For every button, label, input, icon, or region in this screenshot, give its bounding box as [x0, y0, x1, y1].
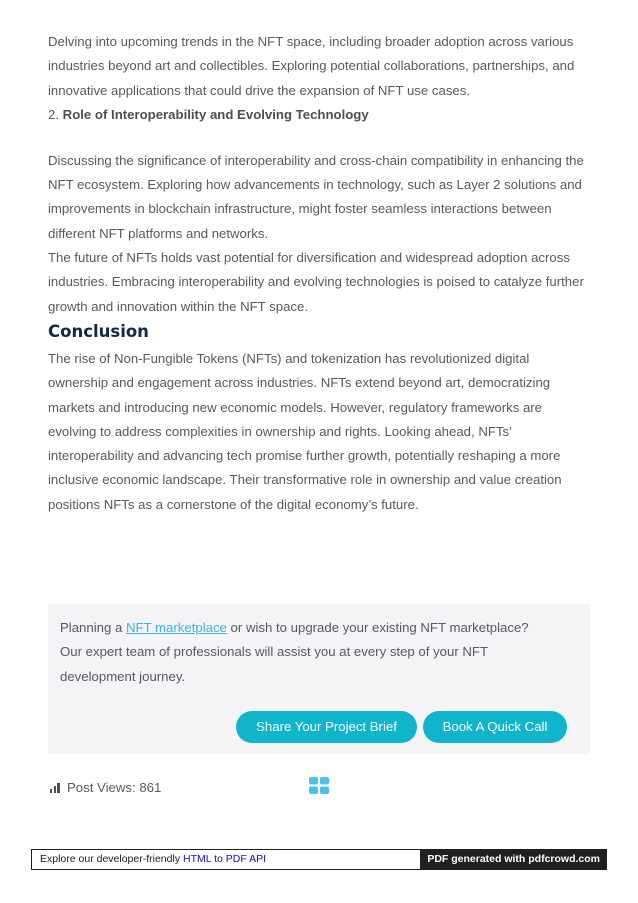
- subheading: [48, 103, 593, 127]
- subheading-number: 2.: [48, 106, 59, 122]
- conclusion-heading: Conclusion: [48, 321, 149, 341]
- grid-icon[interactable]: [309, 777, 329, 794]
- book-quick-call-button[interactable]: Book A Quick Call: [423, 711, 567, 743]
- conclusion-paragraph: The rise of Non-Fungible Tokens (NFTs) and tokenization has revolutionized digital ownership and engagement across industries. NFTs extend beyond art, democratizing markets and introducing new economic models. However, regulatory frameworks are evolving to address complexities in ownership and rights. Looking ahead, NFTs’ interoperability and advancing tech promise further growth, potentially reshaping a more inclusive economic landscape. Their transformative role in ownership and value creation positions NFTs as a cornerstone of the digital economy’s future.: [48, 350, 562, 512]
- post-views: [50, 779, 161, 797]
- paragraph-future: The future of NFTs holds vast potential for diversification and widespread adoption across industries. Embracing interoperability and evolving technologies is poised to catalyze further growth and innovation within the NFT space.: [48, 250, 584, 314]
- paragraph-trends: Delving into upcoming trends in the NFT space, including broader adoption across various industries beyond art and collectibles. Exploring potential collaborations, partnerships, and innovative applications that could drive the expansion of NFT use cases.: [48, 34, 575, 98]
- footer-left-text: Explore our developer-friendly: [40, 853, 183, 865]
- cta-box: [48, 604, 590, 754]
- pdf-footer-bar: [31, 849, 607, 870]
- pdfcrowd-badge[interactable]: PDF generated with pdfcrowd.com: [420, 850, 606, 869]
- footer-left: [32, 850, 420, 869]
- html-to-pdf-api-link[interactable]: HTML to PDF API: [183, 853, 267, 865]
- nft-marketplace-link[interactable]: NFT marketplace: [126, 620, 227, 635]
- bar-chart-icon: [50, 783, 61, 793]
- share-project-brief-button[interactable]: Share Your Project Brief: [236, 711, 417, 743]
- subheading-text: Role of Interoperability and Evolving Technology: [62, 106, 369, 122]
- paragraph-interoperability: Discussing the significance of interoperability and cross-chain compatibility in enhancing the NFT ecosystem. Exploring how advancements in technology, such as Layer 2 solutions and improvements in blockchain infrastructure, might foster seamless interactions between different NFT platforms and networks.: [48, 152, 584, 241]
- cta-text-before: Planning a: [60, 620, 126, 635]
- article-content: [48, 30, 593, 517]
- post-views-label: Post Views: 861: [67, 780, 162, 795]
- cta-text: [60, 616, 550, 689]
- cta-text-after: or wish to upgrade your existing NFT marketplace? Our expert team of professionals will assist you at every step of your NFT development journey.: [60, 620, 529, 684]
